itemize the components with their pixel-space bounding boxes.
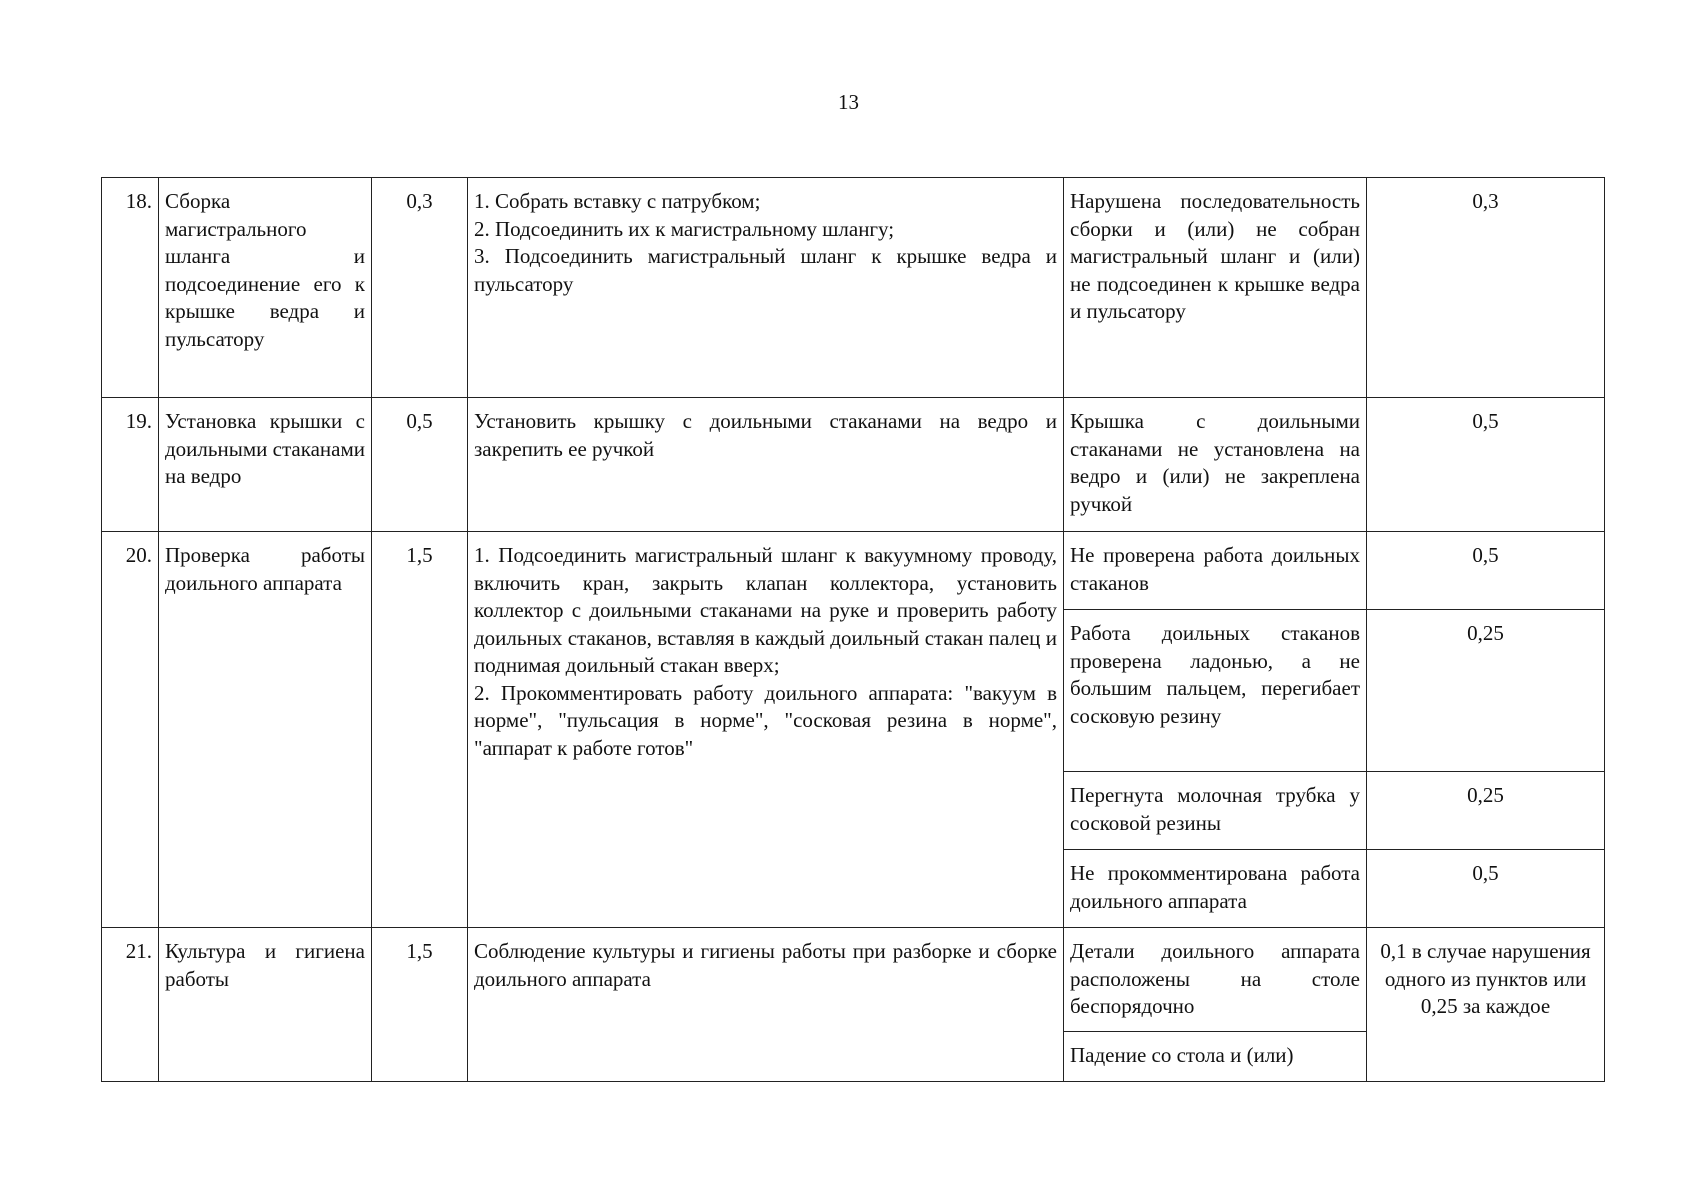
criterion-score: 1,5 [372, 532, 468, 928]
criterion-score: 1,5 [372, 928, 468, 1082]
error-description: Работа доильных стаканов проверена ладонью, а не большим пальцем, перегибает сосковую резину [1064, 610, 1367, 772]
error-description: Детали доильного аппарата расположены на столе беспорядочно [1064, 928, 1367, 1032]
error-description: Крышка с доильными стаканами не установлена на ведро и (или) не закреплена ручкой [1064, 398, 1367, 532]
row-number: 20. [102, 532, 159, 928]
deduction-value: 0,5 [1367, 850, 1605, 928]
criterion-steps: Соблюдение культуры и гигиены работы при разборке и сборке доильного аппарата [468, 928, 1064, 1082]
page-number: 13 [838, 90, 859, 114]
step-item: 3. Подсоединить магистральный шланг к крышке ведра и пульсатору [474, 244, 1057, 296]
error-description: Не прокомментирована работа доильного аппарата [1064, 850, 1367, 928]
criterion-score: 0,5 [372, 398, 468, 532]
row-number: 21. [102, 928, 159, 1082]
error-text-cut: Падение со стола и (или) [1070, 1043, 1294, 1067]
criterion-steps [468, 178, 1064, 398]
deduction-value: 0,25 [1367, 610, 1605, 772]
error-description: Перегнута молочная трубка у сосковой резины [1064, 772, 1367, 850]
error-description: Не проверена работа доильных стаканов [1064, 532, 1367, 610]
deduction-value: 0,3 [1367, 178, 1605, 398]
criterion-steps [468, 532, 1064, 928]
step-item: 2. Подсоединить их к магистральному шлангу; [474, 216, 895, 241]
criterion-name: Сборка магистрального шланга и подсоединение его к крышке ведра и пульсатору [159, 178, 372, 398]
error-description: Нарушена последовательность сборки и (или) не собран магистральный шланг и (или) не подсоединен к крышке ведра и пульсатору [1064, 178, 1367, 398]
deduction-value: 0,5 [1367, 532, 1605, 610]
table-row-18 [102, 178, 1605, 398]
criterion-name: Проверка работы доильного аппарата [159, 532, 372, 928]
deduction-value: 0,25 [1367, 772, 1605, 850]
criteria-table [101, 177, 1605, 1082]
error-description [1064, 1032, 1367, 1082]
criterion-name: Культура и гигиена работы [159, 928, 372, 1082]
criterion-name: Установка крышки с доильными стаканами на ведро [159, 398, 372, 532]
deduction-value: 0,1 в случае нарушения одного из пунктов или 0,25 за каждое [1367, 928, 1605, 1082]
deduction-value: 0,5 [1367, 398, 1605, 532]
step-item: 1. Подсоединить магистральный шланг к вакуумному проводу, включить кран, закрыть клапан коллектора, установить коллектор с доильными стаканами на руке и проверить работу доильных стаканов, вставляя в каждый доильный стакан палец и поднимая доильный стакан вверх; [474, 543, 1057, 677]
table-row-19 [102, 398, 1605, 532]
step-item: 2. Прокомментировать работу доильного аппарата: "вакуум в норме", "пульсация в норме", "сосковая резина в норме", "аппарат к работе готов" [474, 680, 1057, 760]
row-number: 18. [102, 178, 159, 398]
step-item: 1. Собрать вставку с патрубком; [474, 189, 761, 213]
table-row-21 [102, 928, 1605, 1032]
criterion-score: 0,3 [372, 178, 468, 398]
criterion-steps: Установить крышку с доильными стаканами на ведро и закрепить ее ручкой [468, 398, 1064, 532]
table-row-20 [102, 532, 1605, 610]
row-number: 19. [102, 398, 159, 532]
